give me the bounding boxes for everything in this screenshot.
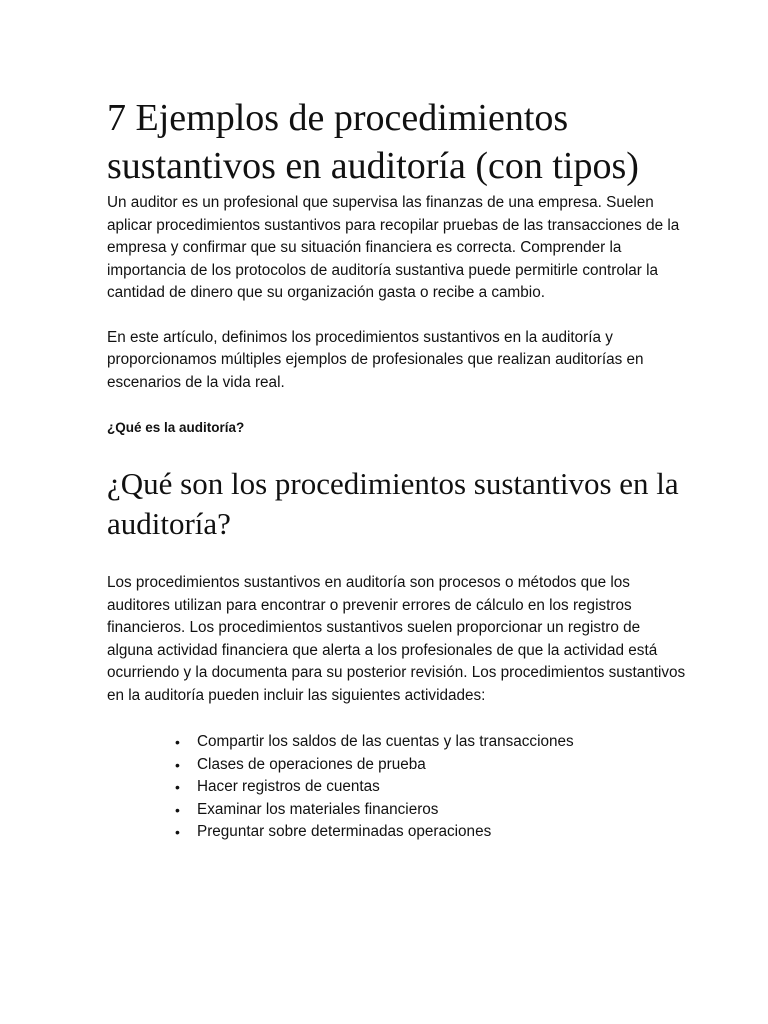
- list-item-text: Examinar los materiales financieros: [197, 800, 439, 818]
- document-page: [107, 94, 687, 844]
- list-item-text: Clases de operaciones de prueba: [197, 755, 426, 773]
- list-item: [175, 821, 687, 844]
- bullet-icon: •: [175, 824, 180, 840]
- intro-paragraph: Un auditor es un profesional que supervisa las finanzas de una empresa. Suelen aplicar procedimientos sustantivos para recopilar pruebas de las transacciones de la empresa y confirmar que su situación financiera es correcta. Comprender la importancia de los protocolos de auditoría sustantiva puede permitirle controlar la cantidad de dinero que su organización gasta o recibe a cambio.: [107, 194, 680, 301]
- list-item: [175, 754, 687, 777]
- document-title: 7 Ejemplos de procedimientos sustantivos en auditoría (con tipos): [107, 97, 639, 187]
- section-heading: ¿Qué son los procedimientos sustantivos en la auditoría?: [107, 466, 679, 541]
- bullet-icon: •: [175, 734, 180, 750]
- list-item-text: Preguntar sobre determinadas operaciones: [197, 823, 492, 840]
- bullet-icon: •: [175, 779, 180, 795]
- list-item-text: Hacer registros de cuentas: [197, 778, 380, 795]
- activities-list: [107, 731, 687, 844]
- list-item: [175, 731, 687, 754]
- list-item: [175, 799, 687, 822]
- list-item: [175, 776, 687, 799]
- bullet-icon: •: [175, 756, 180, 773]
- list-item-text: Compartir los saldos de las cuentas y las transacciones: [197, 733, 574, 750]
- subheading-what-is-audit: ¿Qué es la auditoría?: [107, 420, 245, 435]
- section-paragraph: Los procedimientos sustantivos en auditoría son procesos o métodos que los auditores utilizan para encontrar o prevenir errores de cálculo en los registros financieros. Los procedimientos sustantivos suelen proporcionar un registro de alguna actividad financiera que alerta a los profesionales de que la actividad está ocurriendo y la documenta para su posterior revisión. Los procedimientos sustantivos en la auditoría pueden incluir las siguientes actividades:: [107, 574, 686, 704]
- article-paragraph: En este artículo, definimos los procedimientos sustantivos en la auditoría y proporcionamos múltiples ejemplos de profesionales que realizan auditorías en escenarios de la vida real.: [107, 328, 644, 391]
- bullet-icon: •: [175, 801, 180, 818]
